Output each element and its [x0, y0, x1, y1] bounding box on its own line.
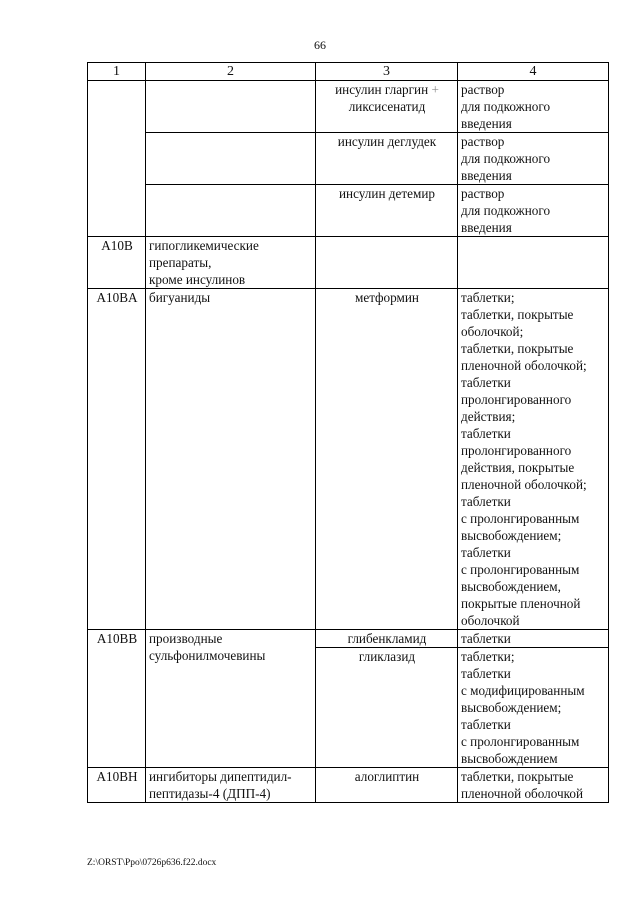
table-row: [88, 185, 609, 237]
group-cell: [146, 185, 316, 237]
group-cell: ингибиторы дипептидил- пептидазы-4 (ДПП-4): [146, 768, 316, 803]
table-row: [88, 133, 609, 185]
dosage-form-cell: таблетки: [458, 630, 609, 648]
inn-cell: инсулин детемир: [316, 185, 458, 237]
atc-code-cell: A10B: [88, 237, 146, 289]
group-cell: [146, 81, 316, 133]
atc-code-cell: A10BB: [88, 630, 146, 768]
table-row: [88, 630, 609, 648]
inn-name: инсулин гларгин: [335, 82, 429, 97]
group-cell: [146, 133, 316, 185]
atc-code-cell: A10BH: [88, 768, 146, 803]
dosage-form-cell: [458, 237, 609, 289]
inn-cell: глибенкламид: [316, 630, 458, 648]
inn-cell: метформин: [316, 289, 458, 630]
page-number: 66: [314, 38, 326, 52]
inn-cell: алоглиптин: [316, 768, 458, 803]
group-cell: бигуаниды: [146, 289, 316, 630]
atc-code-cell: A10BA: [88, 289, 146, 630]
header-col-4: 4: [458, 63, 609, 81]
group-cell: гипогликемические препараты, кроме инсулинов: [146, 237, 316, 289]
table-row: [88, 237, 609, 289]
dosage-form-cell: таблетки; таблетки, покрытые оболочкой; таблетки, покрытые пленочной оболочкой; таблетки пролонгированного действия; таблетки пролонгированного действия, покрытые пленочной оболочкой; таблетки с пролонгированным высвобождением; таблетки с пролонгированным высвобождением, покрытые пленочной оболочкой: [458, 289, 609, 630]
dosage-form-cell: раствор для подкожного введения: [458, 133, 609, 185]
plus-sign: +: [431, 82, 439, 97]
group-cell: производные сульфонилмочевины: [146, 630, 316, 768]
inn-cell: [316, 237, 458, 289]
inn-cell: инсулин деглудек: [316, 133, 458, 185]
header-col-1: 1: [88, 63, 146, 81]
dosage-form-cell: раствор для подкожного введения: [458, 81, 609, 133]
header-col-3: 3: [316, 63, 458, 81]
dosage-form-cell: раствор для подкожного введения: [458, 185, 609, 237]
header-col-2: 2: [146, 63, 316, 81]
dosage-form-cell: таблетки; таблетки с модифицированным высвобождением; таблетки с пролонгированным высвобождением: [458, 648, 609, 768]
footer-file-path: Z:\ORST\Ppo\0726p636.f22.docx: [87, 858, 217, 868]
inn-cell: [316, 81, 458, 133]
inn-cell: гликлазид: [316, 648, 458, 768]
dosage-form-cell: таблетки, покрытые пленочной оболочкой: [458, 768, 609, 803]
table-row: [88, 768, 609, 803]
table-row: [88, 289, 609, 630]
drug-table: [87, 62, 609, 803]
inn-name-second: ликсисенатид: [348, 99, 426, 114]
header-row: [88, 63, 609, 81]
table-row: [88, 81, 609, 133]
atc-code-cell: [88, 81, 146, 237]
